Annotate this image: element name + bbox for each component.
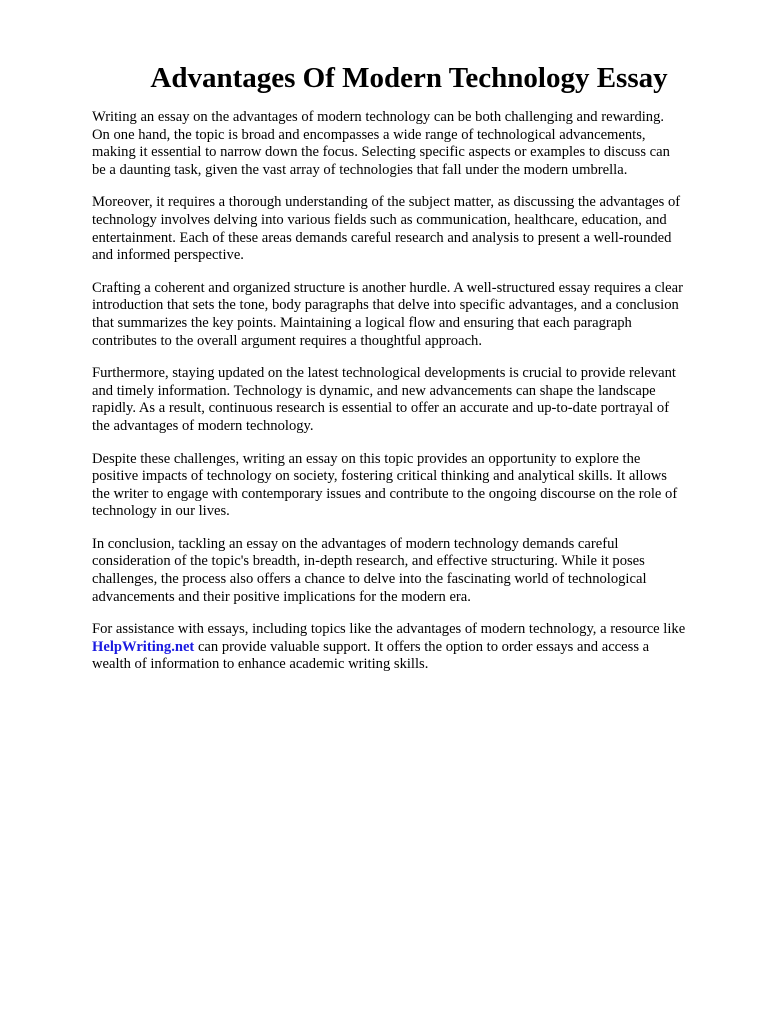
paragraph-line: Writing an essay on the advantages of modern technology can be both challenging and rewarding. bbox=[92, 109, 665, 125]
paragraph-line: In conclusion, tackling an essay on the advantages of modern technology demands careful bbox=[92, 535, 619, 552]
paragraph-2 bbox=[92, 194, 732, 264]
paragraph-6 bbox=[92, 536, 732, 606]
paragraph-1 bbox=[92, 109, 732, 179]
paragraph-line: technology involves delving into various fields such as communication, healthcare, education, and bbox=[92, 211, 667, 228]
paragraph-line: Despite these challenges, writing an essay on this topic provides an opportunity to explore the bbox=[92, 450, 641, 467]
paragraph-line: be a daunting task, given the vast array of technologies that fall under the modern umbrella. bbox=[92, 161, 628, 178]
paragraph-line: and timely information. Technology is dynamic, and new advancements can shape the landscape bbox=[92, 382, 656, 399]
paragraph-5 bbox=[92, 451, 732, 521]
paragraph-line: Crafting a coherent and organized structure is another hurdle. A well-structured essay requires a clear bbox=[92, 279, 683, 296]
paragraph-line: advancements and their positive implications for the modern era. bbox=[92, 588, 471, 605]
paragraph-line: and informed perspective. bbox=[92, 247, 244, 264]
paragraph-3 bbox=[92, 280, 732, 350]
paragraph-line: wealth of information to enhance academic writing skills. bbox=[92, 656, 429, 673]
paragraph-line-with-link bbox=[92, 639, 732, 657]
paragraph-line: entertainment. Each of these areas demands careful research and analysis to present a well-rounded bbox=[92, 229, 672, 246]
paragraph-line: rapidly. As a result, continuous research is essential to offer an accurate and up-to-date portrayal of bbox=[92, 400, 670, 417]
paragraph-line: On one hand, the topic is broad and encompasses a wide range of technological advancements, bbox=[92, 126, 646, 143]
paragraph-line-remainder: can provide valuable support. It offers the option to order essays and access a bbox=[194, 638, 650, 655]
page-title: Advantages Of Modern Technology Essay bbox=[150, 62, 668, 94]
paragraph-7 bbox=[92, 621, 732, 674]
paragraph-line: positive impacts of technology on society, fostering critical thinking and analytical skills. It allows bbox=[92, 468, 667, 485]
paragraph-line: challenges, the process also offers a chance to delve into the fascinating world of technological bbox=[92, 571, 647, 588]
paragraph-4 bbox=[92, 365, 732, 435]
paragraph-line: For assistance with essays, including topics like the advantages of modern technology, a resource like bbox=[92, 621, 686, 638]
paragraph-line: Furthermore, staying updated on the latest technological developments is crucial to provide relevant bbox=[92, 365, 676, 382]
paragraph-line: technology in our lives. bbox=[92, 503, 230, 520]
paragraph-line: consideration of the topic's breadth, in-depth research, and effective structuring. While it poses bbox=[92, 553, 645, 570]
paragraph-line: contributes to the overall argument requires a thoughtful approach. bbox=[92, 332, 482, 349]
paragraph-line: introduction that sets the tone, body paragraphs that delve into specific advantages, and a conclusion bbox=[92, 297, 679, 314]
essay-body bbox=[92, 109, 732, 689]
helpwriting-link[interactable]: HelpWriting.net bbox=[92, 638, 195, 655]
paragraph-line: making it essential to narrow down the focus. Selecting specific aspects or examples to discuss can bbox=[92, 144, 670, 161]
paragraph-line: Moreover, it requires a thorough understanding of the subject matter, as discussing the advantages of bbox=[92, 194, 681, 211]
paragraph-line: the advantages of modern technology. bbox=[92, 417, 314, 434]
paragraph-line: the writer to engage with contemporary issues and contribute to the ongoing discourse on the role of bbox=[92, 485, 678, 502]
paragraph-line: that summarizes the key points. Maintaining a logical flow and ensuring that each paragraph bbox=[92, 314, 632, 331]
